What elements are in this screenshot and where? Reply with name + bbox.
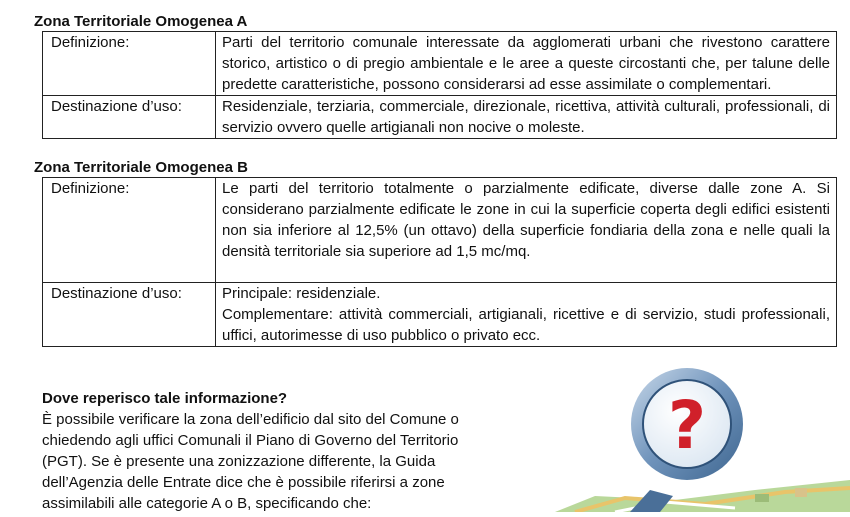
table-row bbox=[43, 178, 837, 283]
info-heading: Dove reperisco tale informazione? bbox=[42, 390, 288, 407]
zone-b-table bbox=[42, 177, 837, 347]
zone-b-use-complementary: Complementare: attività commerciali, artigianali, ricettive e di servizio, studi professionali, uffici, autorimesse di uso pubblico o privato ecc. bbox=[222, 306, 830, 344]
zone-a-definition-label: Definizione: bbox=[43, 32, 216, 96]
info-text: È possibile verificare la zona dell’edificio dal sito del Comune o chiedendo agli uffici Comunali il Piano di Governo del Territorio (PGT). Se è presente una zonizzazione differente, la Guida dell’Agenzia delle Entrate dice che è possibile riferirsi a zone assimilabili alle categorie A o B, specificando che: bbox=[42, 411, 459, 512]
table-row bbox=[43, 32, 837, 96]
zone-a-use-value: Residenziale, terziaria, commerciale, direzionale, ricettiva, attività culturali, professionali, di servizio ovvero quelle artigianali non nocive o moleste. bbox=[216, 96, 837, 139]
zone-b-definition-value: Le parti del territorio totalmente o parzialmente edificate, diverse dalle zone A. Si considerano parzialmente edificate le zone in cui la superficie coperta degli edifici esistenti non sia inferiore al 12,5% (un ottavo) della superficie fondiaria della zona e nelle quali la densità territoriale sia superiore ad 1,5 mc/mq. bbox=[216, 178, 837, 283]
table-row bbox=[43, 96, 837, 139]
zone-a-definition-value: Parti del territorio comunale interessate da agglomerati urbani che rivestono carattere storico, artistico o di pregio ambientale e le aree a queste circostanti che, per talune delle predette caratteristiche, possono considerarsi ad esse assimilate o complementari. bbox=[216, 32, 837, 96]
zone-b-title: Zona Territoriale Omogenea B bbox=[34, 159, 248, 176]
zone-a-title: Zona Territoriale Omogenea A bbox=[34, 13, 248, 30]
zone-b-use-value bbox=[216, 283, 837, 347]
magnifier-question-icon bbox=[555, 368, 850, 512]
zone-b-use-label: Destinazione d’uso: bbox=[43, 283, 216, 347]
magnifier-question-graphic bbox=[555, 368, 850, 512]
zone-b-use-primary: Principale: residenziale. bbox=[222, 285, 381, 302]
map-block bbox=[755, 494, 769, 502]
info-section bbox=[42, 388, 482, 514]
question-mark-icon: ? bbox=[667, 387, 707, 464]
zone-b-definition-label: Definizione: bbox=[43, 178, 216, 283]
map-block bbox=[795, 488, 807, 497]
zone-a-table bbox=[42, 31, 837, 139]
table-row bbox=[43, 283, 837, 347]
zone-a-use-label: Destinazione d’uso: bbox=[43, 96, 216, 139]
